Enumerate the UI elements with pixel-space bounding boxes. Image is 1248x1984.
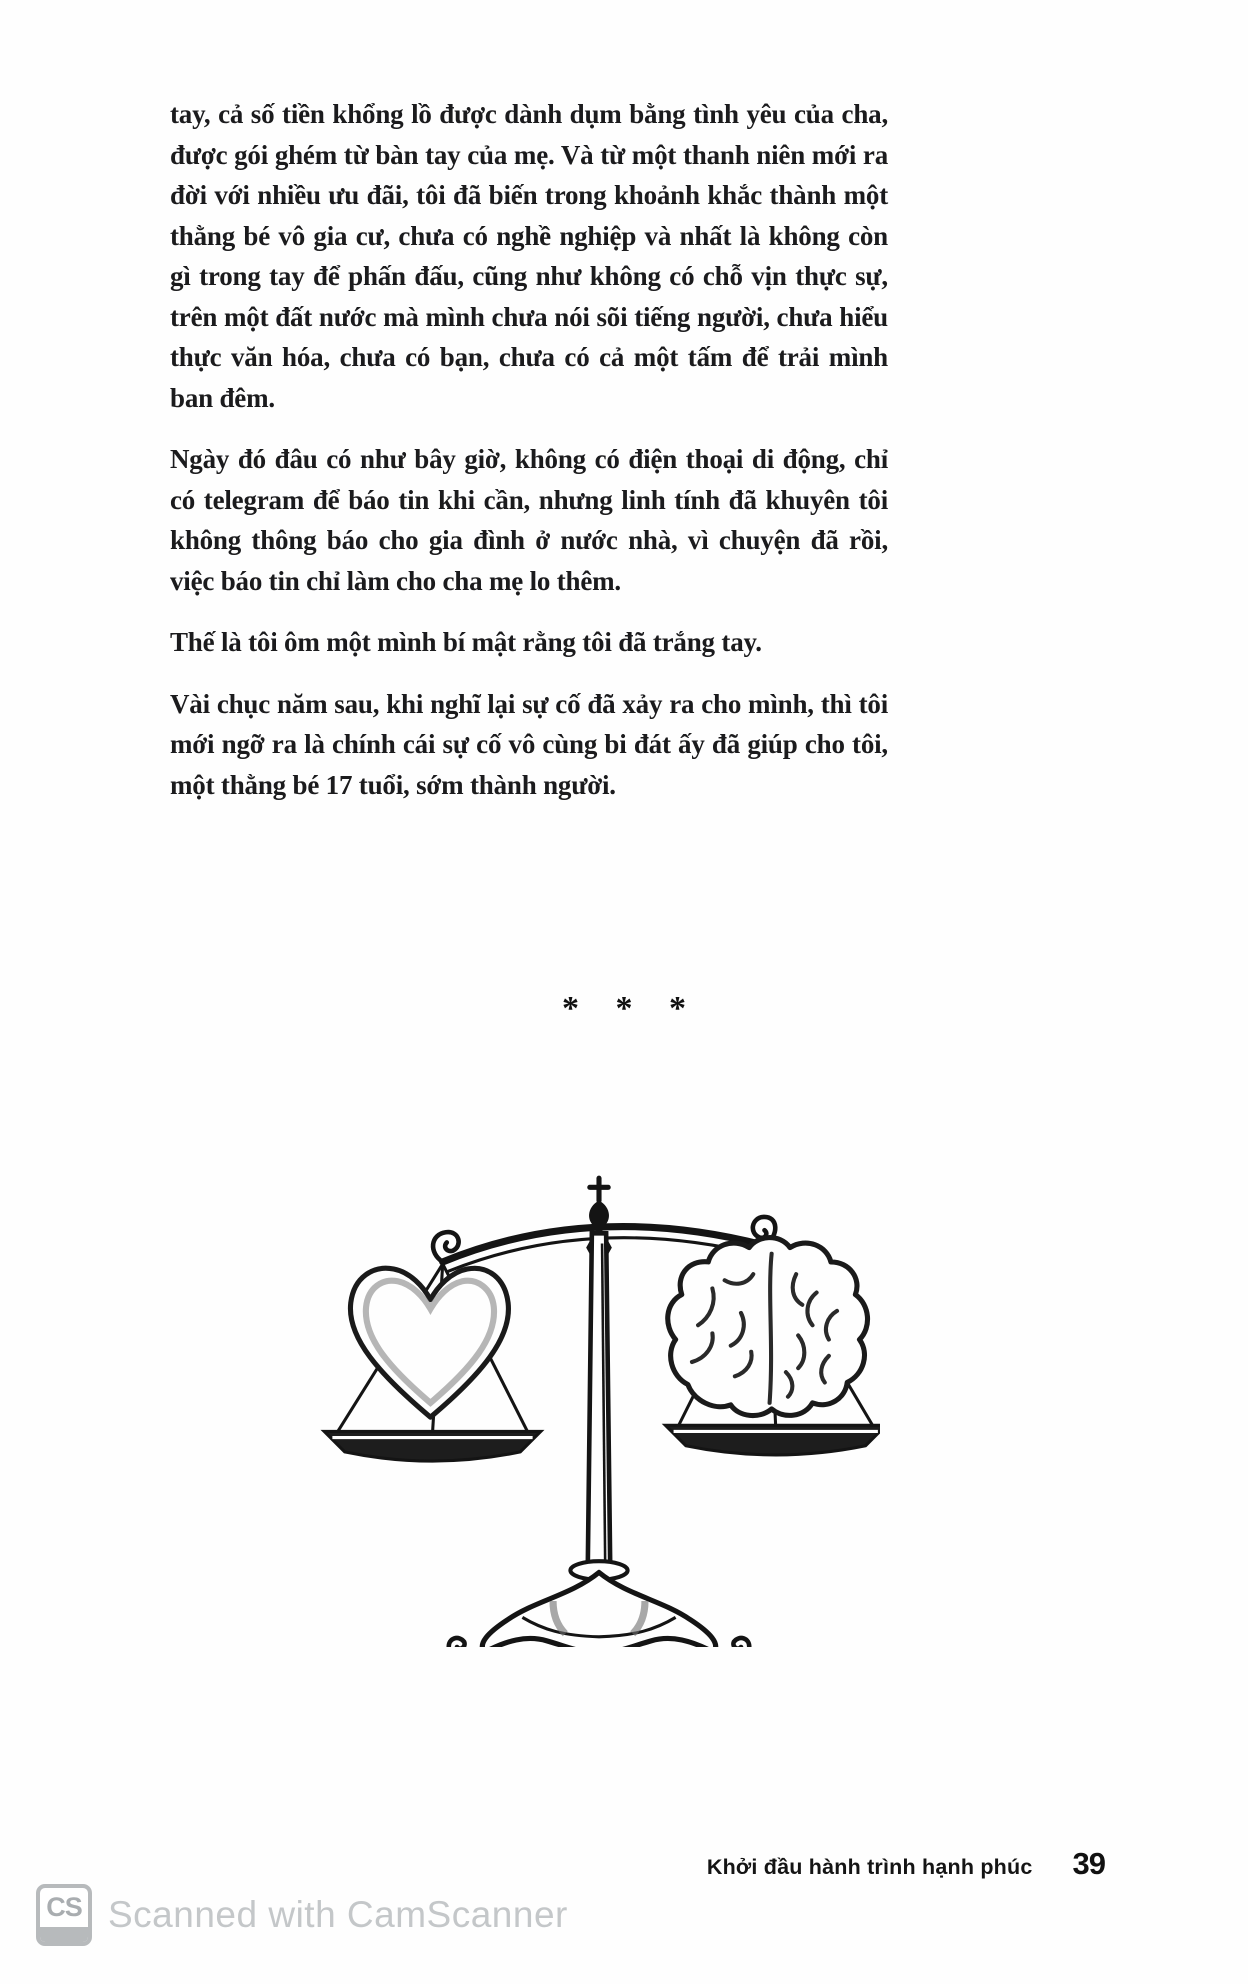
right-pan (665, 1425, 880, 1455)
paragraph: Thế là tôi ôm một mình bí mật rằng tôi đã trắng tay. (170, 627, 762, 657)
running-footer-title: Khởi đầu hành trình hạnh phúc (706, 1855, 1033, 1879)
camscanner-logo-icon (36, 1884, 92, 1946)
heart-icon (350, 1268, 508, 1417)
camscanner-badge-tab (40, 1927, 88, 1942)
camscanner-badge-label: CS (46, 1892, 82, 1922)
paragraph: Vài chục năm sau, khi nghĩ lại sự cố đã xảy ra cho mình, thì tôi mới ngỡ ra là chính cái sự cố vô cùng bi đát ấy đã giúp cho tôi, một thằng bé 17 tuổi, sớm thành người. (170, 688, 888, 800)
body-text-block (170, 94, 888, 826)
watermark-text: Scanned with CamScanner (108, 1894, 568, 1935)
balance-scale-illustration (318, 1172, 880, 1647)
scale-base (449, 1561, 749, 1647)
camscanner-watermark (36, 1884, 568, 1946)
left-pan (324, 1431, 541, 1461)
finial-cross-icon (590, 1178, 608, 1200)
page-number: 39 (1072, 1846, 1105, 1881)
paragraph: tay, cả số tiền khổng lồ được dành dụm bằng tình yêu của cha, được gói ghém từ bàn tay của mẹ. Và từ một thanh niên mới ra đời với nhiều ưu đãi, tôi đã biến trong khoảnh khắc thành một thằng bé vô gia cư, chưa có nghề nghiệp và nhất là không còn gì trong tay để phấn đấu, cũng như không có chỗ vịn thực sự, trên một đất nước mà mình chưa nói sõi tiếng người, chưa hiểu thực văn hóa, chưa có bạn, chưa có cả một tấm để trải mình ban đêm. (170, 99, 888, 413)
asterisk-separator: * * * (562, 990, 700, 1027)
brain-icon (668, 1238, 868, 1416)
paragraph: Ngày đó đâu có như bây giờ, không có điện thoại di động, chỉ có telegram để báo tin khi cần, nhưng linh tính đã khuyên tôi không thông báo cho gia đình ở nước nhà, vì chuyện đã rồi, việc báo tin chỉ làm cho cha mẹ lo thêm. (170, 444, 888, 596)
scale-pole (588, 1233, 610, 1568)
page-footer (707, 1846, 1105, 1882)
